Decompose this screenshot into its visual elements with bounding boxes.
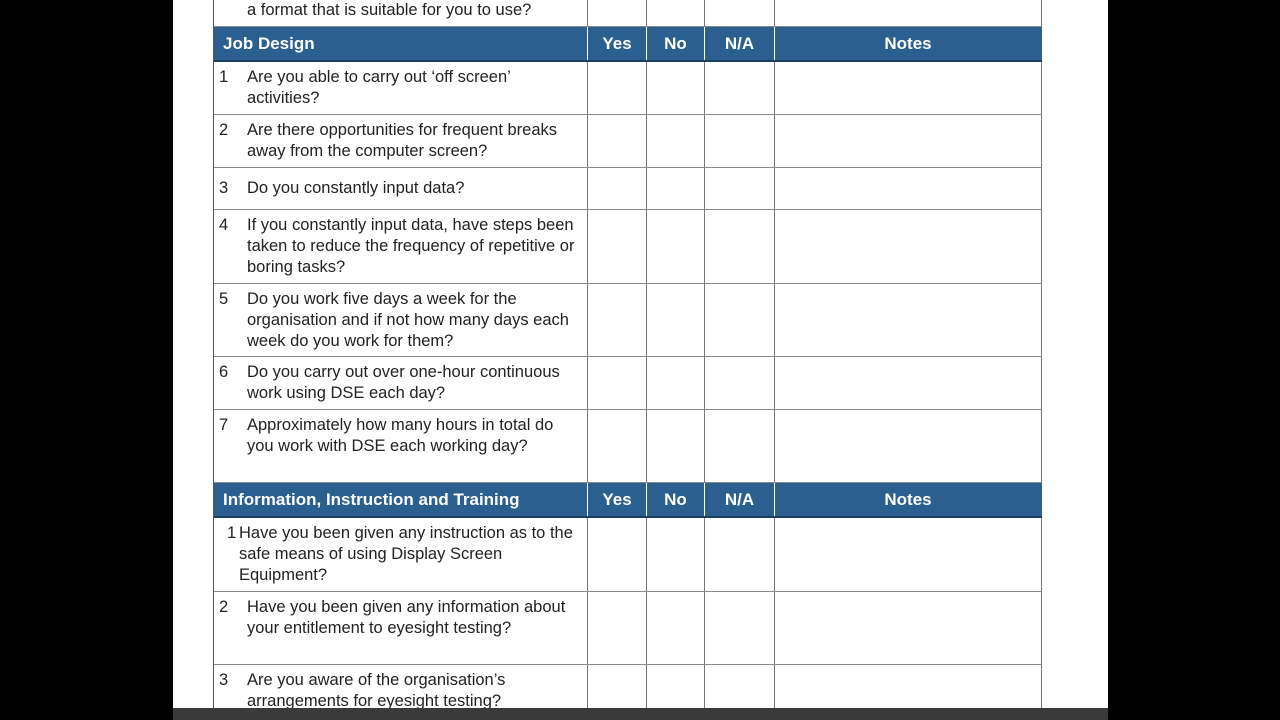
na-cell[interactable]	[705, 357, 775, 409]
question-text: Do you constantly input data?	[247, 179, 465, 197]
yes-cell[interactable]	[588, 410, 647, 482]
yes-cell[interactable]	[588, 592, 647, 664]
na-cell[interactable]	[705, 284, 775, 356]
notes-cell[interactable]	[775, 518, 1042, 591]
column-na-header: N/A	[705, 483, 775, 516]
table-row	[214, 62, 1042, 115]
question-text: Are there opportunities for frequent breaks away from the computer screen?	[247, 121, 558, 160]
na-cell[interactable]	[705, 168, 775, 209]
column-na-header: N/A	[705, 27, 775, 60]
na-cell[interactable]	[705, 518, 775, 591]
section-title: Information, Instruction and Training	[214, 483, 588, 516]
question-text: Are you aware of the organisation’s arrangements for eyesight testing?	[247, 671, 506, 708]
question-number: 4	[219, 216, 229, 234]
yes-cell[interactable]	[588, 210, 647, 283]
column-no-header: No	[647, 483, 705, 516]
question-text: Have you been given any information about your entitlement to eyesight testing?	[247, 598, 566, 637]
table-row	[214, 592, 1042, 665]
yes-cell[interactable]	[588, 665, 647, 708]
na-cell[interactable]	[705, 115, 775, 167]
no-cell[interactable]	[647, 284, 705, 356]
viewer-bottom-bar	[173, 708, 1108, 720]
notes-cell[interactable]	[775, 115, 1042, 167]
column-yes-header: Yes	[588, 483, 647, 516]
no-cell[interactable]	[647, 665, 705, 708]
question-number: 1	[227, 524, 237, 542]
question-text: Are you able to carry out ‘off screen’ activities?	[247, 68, 511, 107]
section-header-row	[214, 483, 1042, 518]
table-row	[214, 518, 1042, 592]
yes-cell[interactable]	[588, 115, 647, 167]
column-notes-header: Notes	[775, 27, 1042, 60]
question-text: a format that is suitable for you to use?	[247, 1, 532, 19]
notes-cell[interactable]	[775, 62, 1042, 114]
yes-cell[interactable]	[588, 284, 647, 356]
question-number: 5	[219, 290, 229, 308]
notes-cell[interactable]	[775, 410, 1042, 482]
table-row	[214, 284, 1042, 357]
question-number: 3	[219, 179, 229, 197]
table-row	[214, 410, 1042, 483]
na-cell[interactable]	[705, 0, 775, 26]
question-number: 7	[219, 416, 229, 434]
no-cell[interactable]	[647, 115, 705, 167]
notes-cell[interactable]	[775, 284, 1042, 356]
notes-cell[interactable]	[775, 592, 1042, 664]
no-cell[interactable]	[647, 410, 705, 482]
no-cell[interactable]	[647, 0, 705, 26]
na-cell[interactable]	[705, 592, 775, 664]
notes-cell[interactable]	[775, 168, 1042, 209]
document-page	[173, 0, 1108, 708]
no-cell[interactable]	[647, 168, 705, 209]
table-row	[214, 357, 1042, 410]
no-cell[interactable]	[647, 210, 705, 283]
table-row	[214, 210, 1042, 284]
yes-cell[interactable]	[588, 0, 647, 26]
na-cell[interactable]	[705, 62, 775, 114]
column-notes-header: Notes	[775, 483, 1042, 516]
job-design-table	[213, 27, 1042, 483]
notes-cell[interactable]	[775, 357, 1042, 409]
yes-cell[interactable]	[588, 62, 647, 114]
no-cell[interactable]	[647, 357, 705, 409]
table-row	[214, 665, 1042, 708]
notes-cell[interactable]	[775, 665, 1042, 708]
column-no-header: No	[647, 27, 705, 60]
yes-cell[interactable]	[588, 518, 647, 591]
column-yes-header: Yes	[588, 27, 647, 60]
no-cell[interactable]	[647, 592, 705, 664]
question-text: Have you been given any instruction as to the safe means of using Display Screen Equipment?	[239, 524, 573, 584]
training-table	[213, 483, 1042, 708]
question-text: If you constantly input data, have steps been taken to reduce the frequency of repetitive or boring tasks?	[247, 216, 575, 276]
question-number: 1	[219, 68, 229, 86]
question-text: Do you carry out over one-hour continuous work using DSE each day?	[247, 363, 560, 402]
section-title: Job Design	[214, 27, 588, 60]
table-row	[214, 0, 1042, 27]
question-number: 2	[219, 598, 229, 616]
na-cell[interactable]	[705, 410, 775, 482]
notes-cell[interactable]	[775, 0, 1042, 26]
table-row	[214, 168, 1042, 210]
na-cell[interactable]	[705, 210, 775, 283]
table-row	[214, 115, 1042, 168]
na-cell[interactable]	[705, 665, 775, 708]
question-cell	[214, 0, 588, 26]
previous-section-table	[213, 0, 1042, 27]
no-cell[interactable]	[647, 518, 705, 591]
yes-cell[interactable]	[588, 357, 647, 409]
question-number: 2	[219, 121, 229, 139]
question-number: 3	[219, 671, 229, 689]
notes-cell[interactable]	[775, 210, 1042, 283]
question-number: 6	[219, 363, 229, 381]
section-header-row	[214, 27, 1042, 62]
yes-cell[interactable]	[588, 168, 647, 209]
question-text: Approximately how many hours in total do you work with DSE each working day?	[247, 416, 554, 455]
question-text: Do you work five days a week for the organisation and if not how many days each week do you work for them?	[247, 290, 569, 350]
no-cell[interactable]	[647, 62, 705, 114]
